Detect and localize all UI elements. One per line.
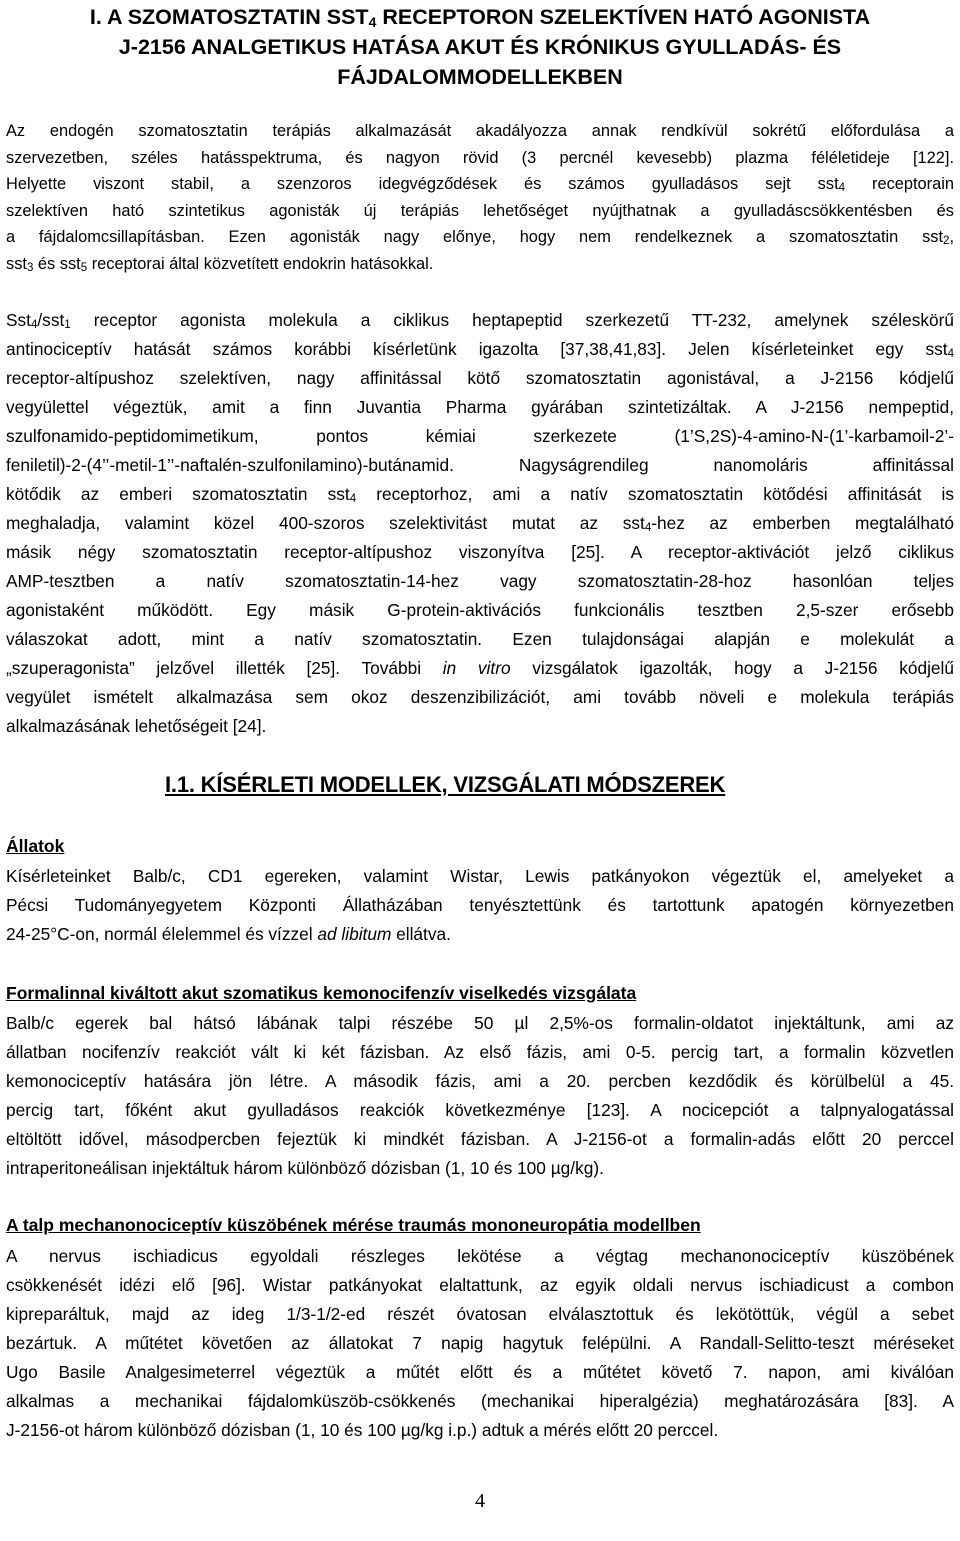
text-line: kipreparáltuk, majd az ideg 1/3-1/2-ed részét óvatosan elválasztottuk és lekötöttük, végül a sebet xyxy=(6,1304,954,1324)
text-line: Helyette viszont stabil, a szenzoros idegvégződések és számos gyulladásos sejt sst$_4$ receptorain xyxy=(6,175,954,194)
text-line: eltöltött idővel, másodpercben fejeztük ki mindkét fázisban. A J-2156-ot a formalin-adás előtt 20 perccel xyxy=(6,1129,954,1149)
allatok-paragraph xyxy=(6,862,954,949)
text-line: Ugo Basile Analgesimeterrel végeztük a műtét előtt és a műtétet követő 7. napon, ami kiválóan xyxy=(6,1362,954,1382)
text-line: szervezetben, széles hatásspektruma, és nagyon rövid (3 percnél kevesebb) plazma féléletideje [122]. xyxy=(6,148,954,167)
text-line: bezártuk. A műtétet követően az állatokat 7 napig hagytuk felépülni. A Randall-Selitto-teszt méréseket xyxy=(6,1333,954,1353)
page-number: 4 xyxy=(475,1490,485,1512)
text-line: vegyülettel végeztük, amit a finn Juvantia Pharma gyárában szintetizáltak. A J-2156 nempeptid, xyxy=(6,397,954,417)
text-line: 24-25°C-on, normál élelemmel és vízzel ad libitum ellátva. xyxy=(6,924,451,944)
title-line: FÁJDALOMMODELLEKBEN xyxy=(337,65,623,89)
text-line: receptor-altípushoz szelektíven, nagy affinitással kötő szomatosztatin agonistával, a J-2156 kódjelű xyxy=(6,368,954,388)
text-line: szelektíven ható szintetikus agonisták új terápiás lehetőséget nyújthatnak a gyulladáscsökkentésben és xyxy=(6,201,954,220)
text-line: meghaladja, valamint közel 400-szoros szelektivitást mutat az sst$_4$-hez az emberben megtalálható xyxy=(6,513,955,534)
text-line: Pécsi Tudományegyetem Központi Állatházában tenyésztettünk és tartottunk apatogén környezetben xyxy=(6,895,954,915)
title-line: J-2156 ANALGETIKUS HATÁSA AKUT ÉS KRÓNIKUS GYULLADÁS- ÉS xyxy=(118,35,842,59)
text-line: alkalmazásának lehetőségeit [24]. xyxy=(6,716,267,736)
text-line: alkalmas a mechanikai fájdalomküszöb-csökkenés (mechanikai hiperalgézia) meghatározására [83]. A xyxy=(6,1391,954,1411)
text-line: A nervus ischiadicus egyoldali részleges lekötése a végtag mechanonociceptív küszöbének xyxy=(6,1246,954,1266)
text-line: Az endogén szomatosztatin terápiás alkalmazását akadályozza annak rendkívül sokrétű előfordulása a xyxy=(6,122,954,140)
text-line: válaszokat adott, mint a natív szomatosztatin. Ezen tulajdonságai alapján e molekulát a xyxy=(6,629,954,649)
text-line: vegyület ismételt alkalmazása sem okoz deszenzibilizációt, ami tovább növeli e molekula terápiás xyxy=(6,687,954,707)
text-line: kötődik az emberi szomatosztatin sst$_4$ receptorhoz, ami a natív szomatosztatin kötődési affinitását is xyxy=(6,484,954,505)
subsection-heading-allatok: Állatok xyxy=(6,836,65,856)
intro-paragraph xyxy=(6,118,954,277)
text-line: Sst$_4$/sst$_1$ receptor agonista molekula a ciklikus heptapeptid szerkezetű TT-232, amelynek széleskörű xyxy=(6,310,954,331)
text-line: Balb/c egerek bal hátsó lábának talpi részébe 50 µl 2,5%-os formalin-oldatot injektáltunk, ami az xyxy=(6,1013,954,1033)
text-line: J-2156-ot három különböző dózisban (1, 10 és 100 µg/kg i.p.) adtuk a mérés előtt 20 perccel. xyxy=(6,1420,719,1440)
body-paragraph xyxy=(6,306,954,741)
section-heading: I.1. KÍSÉRLETI MODELLEK, VIZSGÁLATI MÓDSZEREK xyxy=(165,772,726,797)
chapter-title xyxy=(6,2,954,92)
text-line: antinociceptív hatását számos korábbi kísérletünk igazolta [37,38,41,83]. Jelen kísérleteinket egy sst$_4$ xyxy=(6,339,954,360)
text-line: feniletil)-2-(4’’-metil-1’’-naftalén-szulfonilamino)-butánamid. Nagyságrendileg nanomoláris affinitással xyxy=(6,455,954,475)
text-line: kemonociceptív hatására jön létre. A második fázis, ami a 20. percben kezdődik és körülbelül a 45. xyxy=(6,1071,954,1091)
text-line: állatban nocifenzív reakciót vált ki két fázisban. Az első fázis, ami 0-5. percig tart, a formalin közvetlen xyxy=(6,1042,954,1062)
subsection-heading-talp: A talp mechanonociceptív küszöbének mérése traumás mononeuropátia modellben xyxy=(6,1215,701,1235)
formalin-paragraph xyxy=(6,1009,954,1183)
text-line: AMP-tesztben a natív szomatosztatin-14-hez vagy szomatosztatin-28-hoz hasonlóan teljes xyxy=(6,571,954,591)
subsection-heading-formalin: Formalinnal kiváltott akut szomatikus kemonocifenzív viselkedés vizsgálata xyxy=(6,983,637,1003)
talp-paragraph xyxy=(6,1242,954,1445)
text-line: percig tart, főként akut gyulladásos reakciók következménye [123]. A nocicepciót a talpnyalogatással xyxy=(6,1100,954,1120)
text-line: másik négy szomatosztatin receptor-altípushoz viszonyítva [25]. A receptor-aktivációt jelző ciklikus xyxy=(6,542,954,562)
text-line: intraperitoneálisan injektáltuk három különböző dózisban (1, 10 és 100 µg/kg). xyxy=(6,1158,604,1178)
text-line: Kísérleteinket Balb/c, CD1 egereken, valamint Wistar, Lewis patkányokon végeztük el, amelyeket a xyxy=(6,866,954,886)
text-line: sst$_3$ és sst$_5$ receptorai által közvetített endokrin hatásokkal. xyxy=(6,254,434,274)
text-line: agonistaként működött. Egy másik G-protein-aktivációs funkcionális tesztben 2,5-szer erősebb xyxy=(6,600,954,620)
text-line: csökkenését idézi elő [96]. Wistar patkányokat elaltattunk, az egyik oldali nervus ischiadicust a combon xyxy=(6,1275,954,1295)
text-line: szulfonamido-peptidomimetikum, pontos kémiai szerkezete (1’S,2S)-4-amino-N-(1’-karbamoil-2’- xyxy=(6,426,954,446)
title-line: I. A SZOMATOSZTATIN $SST_4$ RECEPTORON SZELEKTÍVEN HATÓ AGONISTA xyxy=(89,5,871,30)
text-line: „szuperagonista” jelzővel illették [25]. További in vitro vizsgálatok igazolták, hogy a J-2156 kódjelű xyxy=(6,658,954,678)
text-line: a fájdalomcsillapításban. Ezen agonisták nagy előnye, hogy nem rendelkeznek a szomatosztatin sst$_2$, xyxy=(6,228,954,247)
